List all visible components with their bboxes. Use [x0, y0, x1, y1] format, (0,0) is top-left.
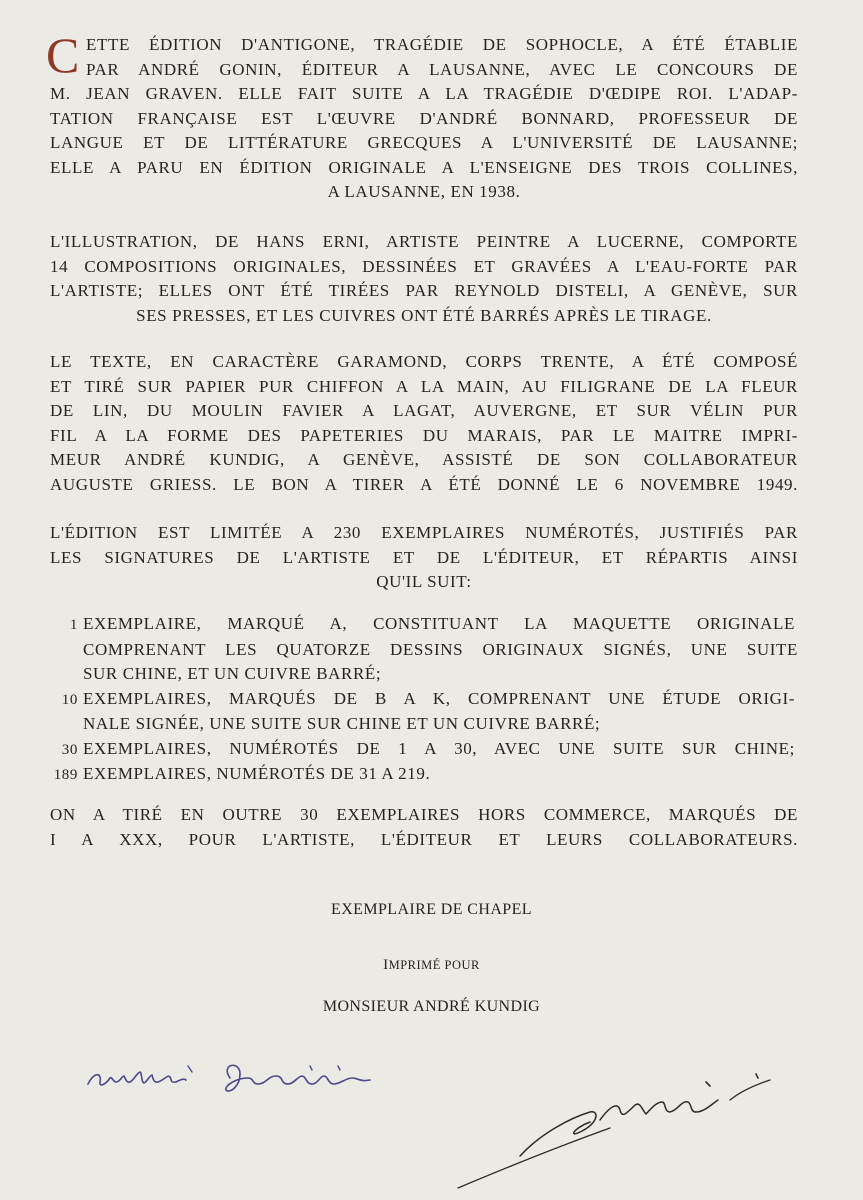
texte-line-6: AUGUSTE GRIESS. LE BON A TIRER A ÉTÉ DONNÉ LE 6 NOVEMBRE 1949.: [50, 474, 798, 494]
intro-line-4: TATION FRANÇAISE EST L'ŒUVRE D'ANDRÉ BONNARD, PROFESSEUR DE: [50, 108, 798, 128]
intro-line-1: C ETTE ÉDITION D'ANTIGONE, TRAGÉDIE DE SOPHOCLE, A ÉTÉ ÉTABLIE: [46, 27, 798, 83]
list-item-1: 1 EXEMPLAIRE, MARQUÉ A, CONSTITUANT LA MAQUETTE ORIGINALE: [69, 614, 795, 633]
texte-line-2: ET TIRÉ SUR PAPIER PUR CHIFFON A LA MAIN, AU FILIGRANE DE LA FLEUR: [50, 376, 798, 396]
illustration-line-2: 14 COMPOSITIONS ORIGINALES, DESSINÉES ET GRAVÉES A L'EAU-FORTE PAR: [50, 256, 798, 276]
hors-commerce-line-2: I A XXX, POUR L'ARTISTE, L'ÉDITEUR ET LEURS COLLABORATEURS.: [50, 829, 798, 849]
drop-cap: C: [46, 27, 80, 83]
illustration-line-3: L'ARTISTE; ELLES ONT ÉTÉ TIRÉES PAR REYNOLD DISTELI, A GENÈVE, SUR: [50, 281, 798, 300]
editor-signature: [80, 1050, 400, 1100]
intro-line-6: ELLE A PARU EN ÉDITION ORIGINALE A L'ENSEIGNE DES TROIS COLLINES,: [50, 157, 798, 177]
texte-line-1: LE TEXTE, EN CARACTÈRE GARAMOND, CORPS TRENTE, A ÉTÉ COMPOSÉ: [50, 352, 798, 371]
exemplaire-line: EXEMPLAIRE DE CHAPEL: [331, 901, 532, 918]
texte-line-3: DE LIN, DU MOULIN FAVIER A LAGAT, AUVERGNE, ET SUR VÉLIN PUR: [50, 401, 798, 420]
list-item-1-line-2: COMPRENANT LES QUATORZE DESSINS ORIGINAUX SIGNÉS, UNE SUITE: [83, 639, 798, 659]
intro-paragraph: [46, 27, 798, 205]
recipient-line: MONSIEUR ANDRÉ KUNDIG: [322, 998, 541, 1015]
intro-line-3: M. JEAN GRAVEN. ELLE FAIT SUITE A LA TRAGÉDIE D'ŒDIPE ROI. L'ADAP-: [50, 84, 798, 103]
list-item-3: 30 EXEMPLAIRES, NUMÉROTÉS DE 1 A 30, AVEC UNE SUITE SUR CHINE;: [61, 738, 795, 758]
illustration-line-4: SES PRESSES, ET LES CUIVRES ONT ÉTÉ BARRÉS APRÈS LE TIRAGE.: [136, 305, 712, 325]
list-item-4: 189 EXEMPLAIRES, NUMÉROTÉS DE 31 A 219.: [53, 764, 431, 783]
edition-paragraph: [50, 521, 798, 595]
edition-line-1: L'ÉDITION EST LIMITÉE A 230 EXEMPLAIRES NUMÉROTÉS, JUSTIFIÉS PAR: [50, 523, 798, 542]
hors-commerce-paragraph: [50, 803, 798, 852]
texte-paragraph: [50, 350, 798, 497]
edition-line-2: LES SIGNATURES DE L'ARTISTE ET DE L'ÉDITEUR, ET RÉPARTIS AINSI: [50, 547, 798, 567]
illustration-line-1: L'ILLUSTRATION, DE HANS ERNI, ARTISTE PEINTRE A LUCERNE, COMPORTE: [50, 232, 798, 251]
texte-line-4: FIL A LA FORME DES PAPETERIES DU MARAIS, PAR LE MAITRE IMPRI-: [50, 425, 798, 445]
list-item-2: 10 EXEMPLAIRES, MARQUÉS DE B A K, COMPRENANT UNE ÉTUDE ORIGI-: [61, 688, 795, 708]
intro-line-7: A LAUSANNE, EN 1938.: [327, 182, 521, 201]
intro-line-5: LANGUE ET DE LITTÉRATURE GRECQUES A L'UNIVERSITÉ DE LAUSANNE;: [50, 133, 798, 152]
texte-line-5: MEUR ANDRÉ KUNDIG, A GENÈVE, ASSISTÉ DE SON COLLABORATEUR: [50, 450, 798, 469]
intro-line-2: PAR ANDRÉ GONIN, ÉDITEUR A LAUSANNE, AVEC LE CONCOURS DE: [86, 59, 798, 79]
list-item-1-line-3: SUR CHINE, ET UN CUIVRE BARRÉ;: [83, 664, 382, 683]
edition-line-3: QU'IL SUIT:: [376, 572, 472, 591]
illustration-paragraph: [50, 230, 798, 328]
list-item-2-line-2: NALE SIGNÉE, UNE SUITE SUR CHINE ET UN CUIVRE BARRÉ;: [83, 714, 601, 733]
hors-commerce-line-1: ON A TIRÉ EN OUTRE 30 EXEMPLAIRES HORS COMMERCE, MARQUÉS DE: [50, 805, 798, 824]
artist-signature: [450, 1070, 790, 1195]
imprime-pour-line: IMPRIMÉ POUR: [383, 957, 480, 973]
distribution-list: [50, 612, 798, 788]
